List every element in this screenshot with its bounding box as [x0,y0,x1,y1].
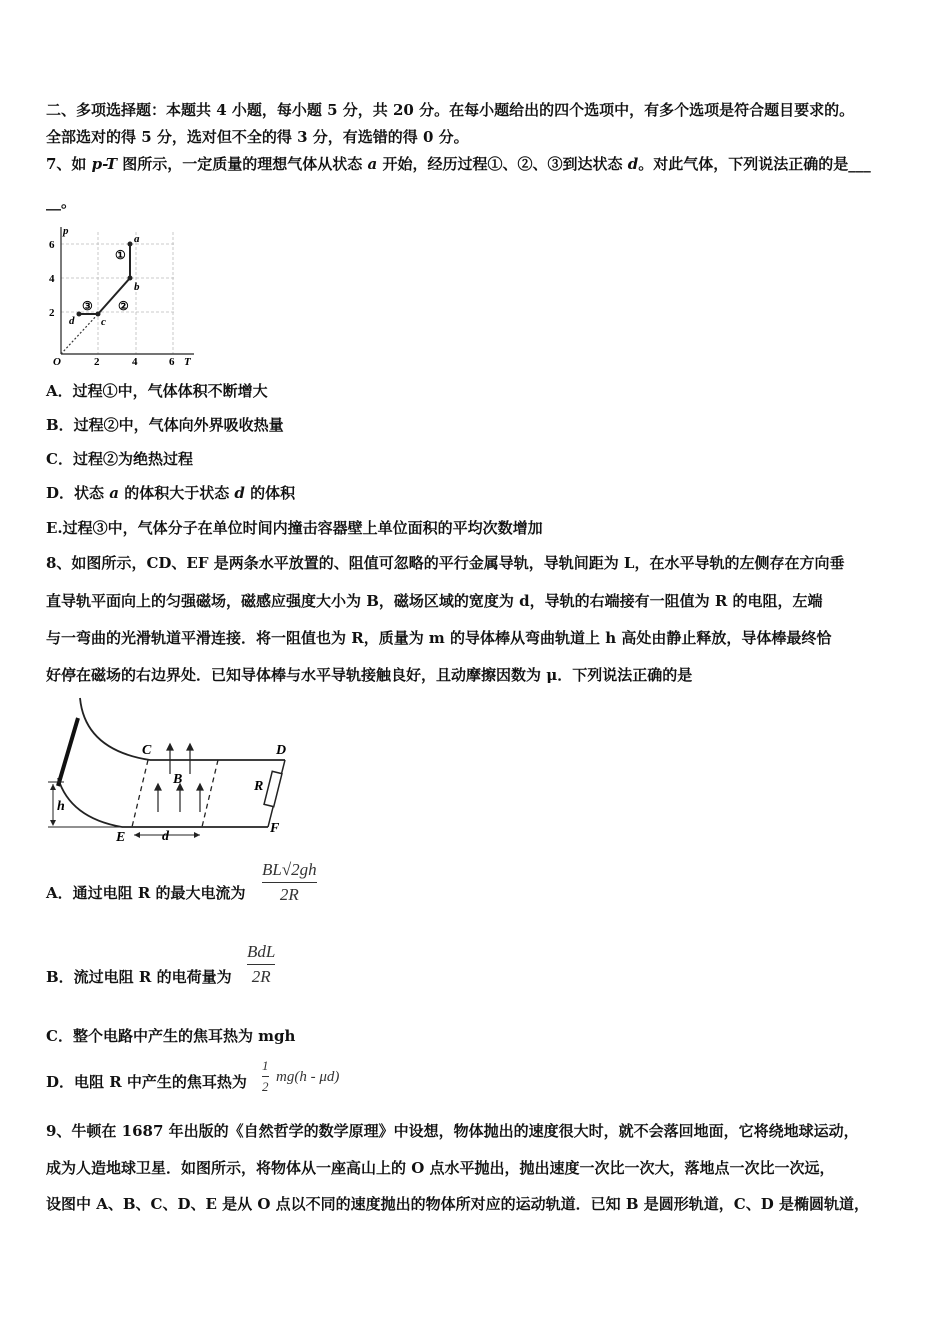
resistor-r [264,771,282,806]
origin-label: O [53,356,61,368]
q7-option-d: D．状态 a 的体积大于状态 d 的体积 [46,484,296,502]
q8-option-c: C．整个电路中产生的焦耳热为 mgh [46,1027,296,1045]
point-d [77,312,82,317]
dashed-origin-line [61,314,98,354]
x-tick-2: 2 [94,356,100,368]
q7-option-a: A．过程①中，气体体积不断增大 [46,382,268,400]
label-h: h [57,799,65,814]
y-tick-4: 4 [49,273,55,285]
h-arrow-down [50,820,56,826]
section-heading-line1: 二、多项选择题：本题共 4 小题，每小题 5 分，共 20 分。在每小题给出的四个选项中，有多个选项是符合题目要求的。 [46,101,855,119]
x-tick-6: 6 [169,356,175,368]
process-1-label: ① [115,248,126,262]
q7-stem-tail: __。 [46,193,77,211]
q8-stem-line1: 8、如图所示，CD、EF 是两条水平放置的、阻值可忽略的平行金属导轨，导轨间距为 L，在水平导轨的左侧存在方向垂 [46,554,845,572]
point-b [128,276,133,281]
y-tick-2: 2 [49,307,55,319]
label-e: E [116,830,126,845]
label-d: D [276,743,287,758]
lower-curved-rail [58,778,122,827]
y-tick-6: 6 [49,239,55,251]
label-c: c [101,316,106,328]
q9-stem-line3: 设图中 A、B、C、D、E 是从 O 点以不同的速度抛出的物体所对应的运动轨道．已知 B 是圆形轨道，C、D 是椭圆轨道， [46,1195,869,1213]
h-arrow-up [50,784,56,790]
q8-option-a-fraction: BL√2gh 2R [262,860,317,904]
d-arrow-right [194,832,200,838]
label-b: B [173,772,183,787]
label-c: C [142,743,152,758]
label-d: d [69,315,75,327]
conductor-rod [58,718,78,786]
x-axis-label: T [184,356,191,368]
point-a [128,242,133,247]
q9-stem-line1: 9、牛顿在 1687 年出版的《自然哲学的数学原理》中设想，物体抛出的速度很大时，就不会落回地面，它将绕地球运动， [46,1122,859,1140]
q8-stem-line2: 直导轨平面向上的匀强磁场，磁感应强度大小为 B，磁场区域的宽度为 d，导轨的右端接有一阻值为 R 的电阻，左端 [46,592,823,610]
q8-option-d-expression: mg(h - μd) [276,1069,340,1085]
x-tick-4: 4 [132,356,138,368]
q7-option-c: C．过程②为绝热过程 [46,450,193,468]
label-b: b [134,281,140,293]
process-3-label: ③ [82,299,93,313]
section-heading-line2: 全部选对的得 5 分，选对但不全的得 3 分，有选错的得 0 分。 [46,128,469,146]
q8-option-b: B．流过电阻 R 的电荷量为 [46,968,232,986]
point-c [96,312,101,317]
q8-stem-line3: 与一弯曲的光滑轨道平滑连接．将一阻值也为 R，质量为 m 的导体棒从弯曲轨道上 h 高处由静止释放，导体棒最终恰 [46,629,832,647]
upper-curved-rail [80,698,150,760]
q8-option-d-fraction: 1 2 [262,1058,269,1094]
label-d-width: d [162,829,169,844]
q7-stem: 7、如 p-T 图所示，一定质量的理想气体从状态 a 开始，经历过程①、②、③到达状态 d。对此气体，下列说法正确的是___ [46,155,871,173]
field-left-boundary [132,760,148,827]
q9-stem-line2: 成为人造地球卫星．如图所示，将物体从一座高山上的 O 点水平抛出，抛出速度一次比一次大，落地点一次比一次远， [46,1159,835,1177]
q7-pt-graph [46,222,206,372]
d-arrow-left [134,832,140,838]
q7-option-b: B．过程②中，气体向外界吸收热量 [46,416,284,434]
q8-stem-line4: 好停在磁场的右边界处．已知导体棒与水平导轨接触良好，且动摩擦因数为 μ．下列说法正确的是 [46,666,693,684]
q8-rail-figure [40,690,300,850]
y-axis-label: p [63,225,69,237]
q8-option-b-fraction: BdL 2R [247,942,276,986]
process-2-label: ② [118,299,129,313]
label-a: a [134,233,140,245]
label-r: R [254,779,264,794]
q8-option-d: D．电阻 R 中产生的焦耳热为 [46,1073,247,1091]
q8-option-a: A．通过电阻 R 的最大电流为 [46,884,246,902]
q7-option-e: E.过程③中，气体分子在单位时间内撞击容器壁上单位面积的平均次数增加 [46,519,543,537]
label-f: F [270,821,280,836]
field-right-boundary [202,760,218,827]
